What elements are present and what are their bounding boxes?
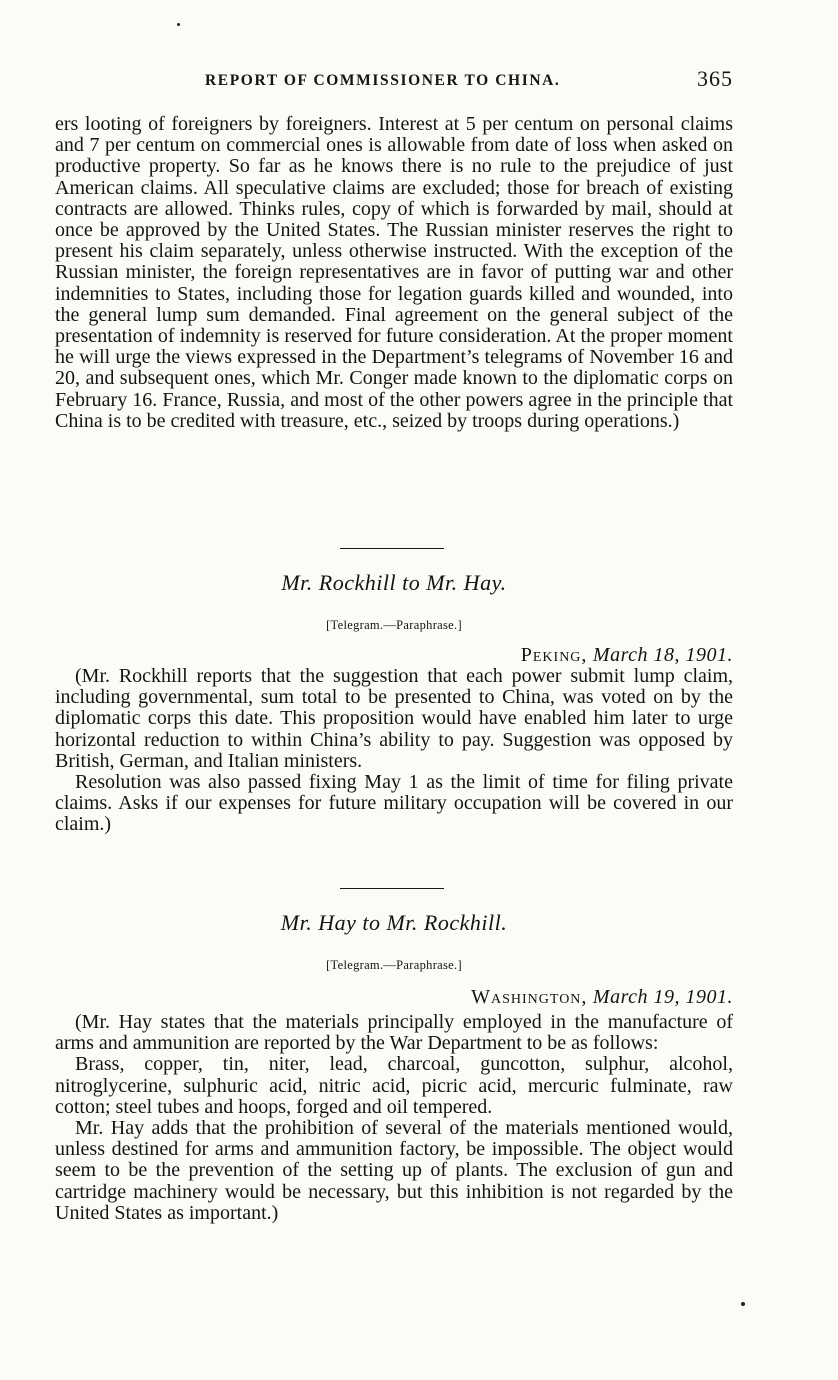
document-body	[55, 1012, 733, 1224]
dateline-date: March 18, 1901.	[592, 644, 733, 666]
section-divider	[340, 548, 444, 549]
page-header	[55, 66, 733, 96]
body-paragraph: (Mr. Hay states that the materials principally employed in the manufacture of arms and ammunition are reported by the War Department to be as follows:	[55, 1011, 733, 1055]
body-paragraph: Mr. Hay adds that the prohibition of several of the materials mentioned would, unless destined for arms and ammunition factory, be impossible. The object would seem to be the prevention of the setting up of plants. The exclusion of gun and cartridge machinery would be necessary, but this inhibition is not regarded by the United States as important.)	[55, 1117, 733, 1224]
body-paragraph: (Mr. Rockhill reports that the suggestion that each power submit lump claim, including governmental, sum total to be presented to China, was voted on by the diplomatic corps this date. This proposition would have enabled him later to urge horizontal reduction to within China’s ability to pay. Suggestion was opposed by British, German, and Italian ministers.	[55, 665, 733, 772]
document-title: Mr. Hay to Mr. Rockhill.	[280, 910, 508, 935]
continued-paragraph	[55, 114, 733, 432]
running-head: REPORT OF COMMISSIONER TO CHINA.	[205, 72, 561, 89]
document-note: [Telegram.—Paraphrase.]	[326, 618, 462, 632]
page-number: 365	[697, 66, 733, 91]
dateline-date: March 19, 1901.	[592, 986, 733, 1008]
document-title: Mr. Rockhill to Mr. Hay.	[281, 570, 507, 595]
dateline	[521, 644, 733, 667]
document-note: [Telegram.—Paraphrase.]	[326, 958, 462, 972]
document-body	[55, 666, 733, 836]
section-divider	[340, 888, 444, 889]
body-paragraph: Resolution was also passed fixing May 1 as the limit of time for filing private claims. Asks if our expenses for future military occupation will be covered in our claim.)	[55, 771, 733, 836]
body-paragraph: Brass, copper, tin, niter, lead, charcoal, guncotton, sulphur, alcohol, nitroglycerine, sulphuric acid, nitric acid, picric acid, mercuric fulminate, raw cotton; steel tubes and hoops, forged and oil tempered.	[55, 1053, 733, 1118]
dateline-place: Washington,	[471, 986, 588, 1008]
print-speck	[741, 1302, 745, 1306]
dateline-place: Peking,	[520, 644, 588, 666]
print-speck	[177, 23, 180, 26]
opening-paragraph: ers looting of foreigners by foreigners. Interest at 5 per centum on personal claims and 7 per centum on commercial ones is allowable from date of loss when asked on productive property. So far as he knows there is no rule to the prejudice of just American claims. All speculative claims are excluded; those for breach of existing contracts are allowed. Thinks rules, copy of which is forwarded by mail, should at once be approved by the United States. The Russian minister reserves the right to present his claim separately, unless otherwise instructed. With the exception of the Russian minister, the foreign representatives are in favor of putting war and other indemnities to States, including those for legation guards killed and wounded, into the general lump sum demanded. Final agreement on the general subject of the presentation of indemnity is reserved for future consideration. At the proper moment he will urge the views expressed in the Department’s telegrams of November 16 and 20, and subsequent ones, which Mr. Conger made known to the diplomatic corps on February 16. France, Russia, and most of the other powers agree in the principle that China is to be credited with treasure, etc., seized by troops during operations.)	[55, 113, 733, 432]
dateline	[471, 986, 733, 1009]
